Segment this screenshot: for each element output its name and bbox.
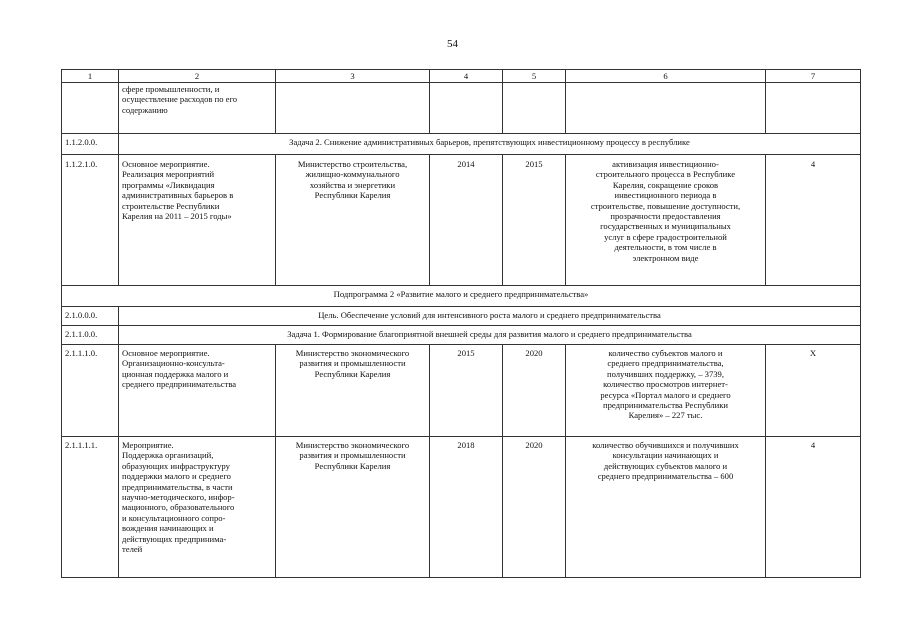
executor bbox=[276, 83, 430, 134]
measure-name: Основное мероприятие. Реализация мероприятий программы «Ликвидация административных барьеров в строительстве Республики Карелия на 2011 – 2015 годы» bbox=[119, 155, 276, 286]
end-year: 2015 bbox=[503, 155, 566, 286]
row-code: 2.1.0.0.0. bbox=[62, 307, 119, 326]
measure-name: Мероприятие. Поддержка организаций, образующих инфраструктуру поддержки малого и среднего предпринимательства, в части научно-методического, инфор- мационного, образовательного и консультационного сопро- вождения начинающих и действующих предпринима- телей bbox=[119, 437, 276, 578]
table-row-measure bbox=[62, 345, 861, 437]
end-year bbox=[503, 83, 566, 134]
column-number-row bbox=[62, 70, 861, 83]
table-row-goal bbox=[62, 307, 861, 326]
table-row-measure bbox=[62, 155, 861, 286]
column-number: 3 bbox=[276, 70, 430, 83]
indicator-link: Х bbox=[766, 345, 861, 437]
table-row-measure bbox=[62, 437, 861, 578]
goal-title: Цель. Обеспечение условий для интенсивного роста малого и среднего предпринимательства bbox=[119, 307, 861, 326]
start-year: 2014 bbox=[430, 155, 503, 286]
measure-name: Основное мероприятие. Организационно-консульта- ционная поддержка малого и среднего предпринимательства bbox=[119, 345, 276, 437]
table-row-continuation bbox=[62, 83, 861, 134]
expected-result: активизация инвестиционно- строительного процесса в Республике Карелия, сокращение сроков инвестиционного периода в строительстве, повышение доступности, прозрачности предоставления государственных и муниципальных услуг в сфере градостроительной деятельности, в том числе в электронном виде bbox=[566, 155, 766, 286]
start-year: 2015 bbox=[430, 345, 503, 437]
row-code: 2.1.1.0.0. bbox=[62, 326, 119, 345]
row-code bbox=[62, 83, 119, 134]
indicator-link: 4 bbox=[766, 437, 861, 578]
executor: Министерство экономического развития и промышленности Республики Карелия bbox=[276, 437, 430, 578]
column-number: 4 bbox=[430, 70, 503, 83]
start-year bbox=[430, 83, 503, 134]
start-year: 2018 bbox=[430, 437, 503, 578]
end-year: 2020 bbox=[503, 437, 566, 578]
table-row-task bbox=[62, 134, 861, 155]
row-code: 2.1.1.1.0. bbox=[62, 345, 119, 437]
column-number: 1 bbox=[62, 70, 119, 83]
row-code: 1.1.2.0.0. bbox=[62, 134, 119, 155]
expected-result: количество обучившихся и получивших консультации начинающих и действующих субъектов малого и среднего предпринимательства – 600 bbox=[566, 437, 766, 578]
row-code: 1.1.2.1.0. bbox=[62, 155, 119, 286]
task-title: Задача 2. Снижение административных барьеров, препятствующих инвестиционному процессу в республике bbox=[119, 134, 861, 155]
column-number: 2 bbox=[119, 70, 276, 83]
column-number: 7 bbox=[766, 70, 861, 83]
expected-result bbox=[566, 83, 766, 134]
row-code: 2.1.1.1.1. bbox=[62, 437, 119, 578]
table-row-subprogram bbox=[62, 286, 861, 307]
executor: Министерство строительства, жилищно-коммунального хозяйства и энергетики Республики Карелия bbox=[276, 155, 430, 286]
measure-name: сфере промышленности, и осуществление расходов по его содержанию bbox=[119, 83, 276, 134]
end-year: 2020 bbox=[503, 345, 566, 437]
table-row-task bbox=[62, 326, 861, 345]
program-table bbox=[61, 69, 861, 578]
page-number: 54 bbox=[447, 38, 458, 50]
executor: Министерство экономического развития и промышленности Республики Карелия bbox=[276, 345, 430, 437]
expected-result: количество субъектов малого и среднего предпринимательства, получивших поддержку, – 3739, количество просмотров интернет- ресурса «Портал малого и среднего предпринимательства Республики Карелия» – 227 тыс. bbox=[566, 345, 766, 437]
column-number: 6 bbox=[566, 70, 766, 83]
task-title: Задача 1. Формирование благоприятной внешней среды для развития малого и среднего предпринимательства bbox=[119, 326, 861, 345]
column-number: 5 bbox=[503, 70, 566, 83]
indicator-link: 4 bbox=[766, 155, 861, 286]
subprogram-title: Подпрограмма 2 «Развитие малого и среднего предпринимательства» bbox=[62, 286, 861, 307]
indicator-link bbox=[766, 83, 861, 134]
